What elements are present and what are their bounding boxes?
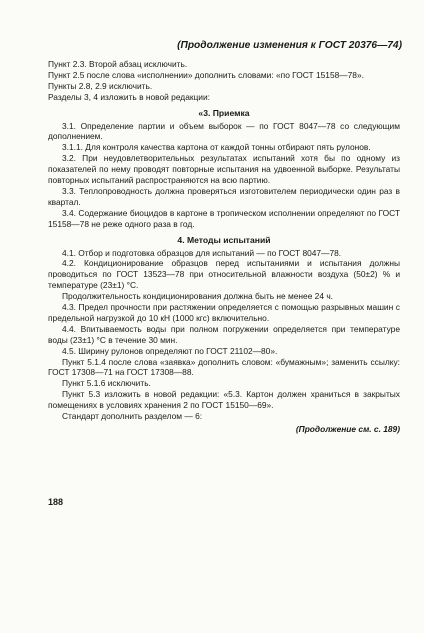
paragraph-5-1-6: Пункт 5.1.6 исключить.: [62, 378, 151, 389]
paragraph-3-3: 3.3. Теплопроводность должна проверяться изготовителем периодически один раз в квартал.: [48, 185, 400, 207]
paragraph-3-2: 3.2. При неудовлетворительных результатах испытаний хотя бы по одному из показателей по нему проводят повторные испытания на удвоенной выборке. Результаты повторных испытаний распространяются на всю партию.: [48, 153, 400, 186]
section-heading-4: 4. Методы испытаний: [177, 234, 271, 245]
paragraph-3-1: 3.1. Определение партии и объем выборок — по ГОСТ 8047—78 со следующим дополнением.: [48, 120, 400, 142]
paragraph-4-2: 4.2. Кондиционирование образцов перед испытаниями и испытания должны проводиться по ГОСТ 13523—78 при относительной влажности воздуха (50±2) % и температуре (23±1) °С.: [48, 258, 400, 291]
paragraph-4-3: 4.3. Предел прочности при растяжении определяется с помощью разрывных машин с предельной нагрузкой до 10 кН (1000 кгс) включительно.: [48, 302, 400, 323]
paragraph-conditioning: Продолжительность кондиционирования должна быть не менее 24 ч.: [62, 291, 334, 302]
section-heading-3: «3. Приемка: [198, 107, 250, 118]
paragraph-3-1-1: 3.1.1. Для контроля качества картона от каждой тонны отбирают пять рулонов.: [62, 142, 371, 153]
paragraph-2-3: Пункт 2.3. Второй абзац исключить.: [48, 59, 188, 69]
paragraph-4-5: 4.5. Ширину рулонов определяют по ГОСТ 21102—80».: [62, 345, 278, 356]
page-number: 188: [48, 497, 64, 507]
paragraph-4-4: 4.4. Впитываемость воды при полном погружении определяется при температуре воды (23±1) °С в течение 30 мин.: [48, 323, 400, 345]
page-header: (Продолжение изменения к ГОСТ 20376—74): [177, 40, 402, 51]
paragraph-4-1: 4.1. Отбор и подготовка образцов для испытаний — по ГОСТ 8047—78.: [62, 247, 342, 258]
paragraph-5-1-4: Пункт 5.1.4 после слова «заявка» дополнить словом: «бумажным»; заменить ссылку: ГОСТ 17308—71 на ГОСТ 17308—88.: [48, 356, 400, 378]
paragraph-3-4: 3.4. Содержание биоцидов в картоне в тропическом исполнении определяют по ГОСТ 15158—78 не реже одного раза в год.: [48, 207, 400, 229]
paragraph-2-5: Пункт 2.5 после слова «исполнении» дополнить словами: «по ГОСТ 15158—78».: [48, 69, 364, 80]
continuation-note: (Продолжение см. с. 189): [295, 424, 400, 434]
paragraph-2-8: Пункты 2.8, 2.9 исключить.: [48, 80, 153, 91]
paragraph-sections: Разделы 3, 4 изложить в новой редакции:: [48, 91, 210, 102]
paragraph-5-3: Пункт 5.3 изложить в новой редакции: «5.3. Картон должен храниться в закрытых помещениях в условиях хранения 2 по ГОСТ 15150—69».: [48, 389, 400, 411]
document-body: [48, 59, 400, 435]
paragraph-section-6: Стандарт дополнить разделом — 6:: [62, 411, 203, 422]
